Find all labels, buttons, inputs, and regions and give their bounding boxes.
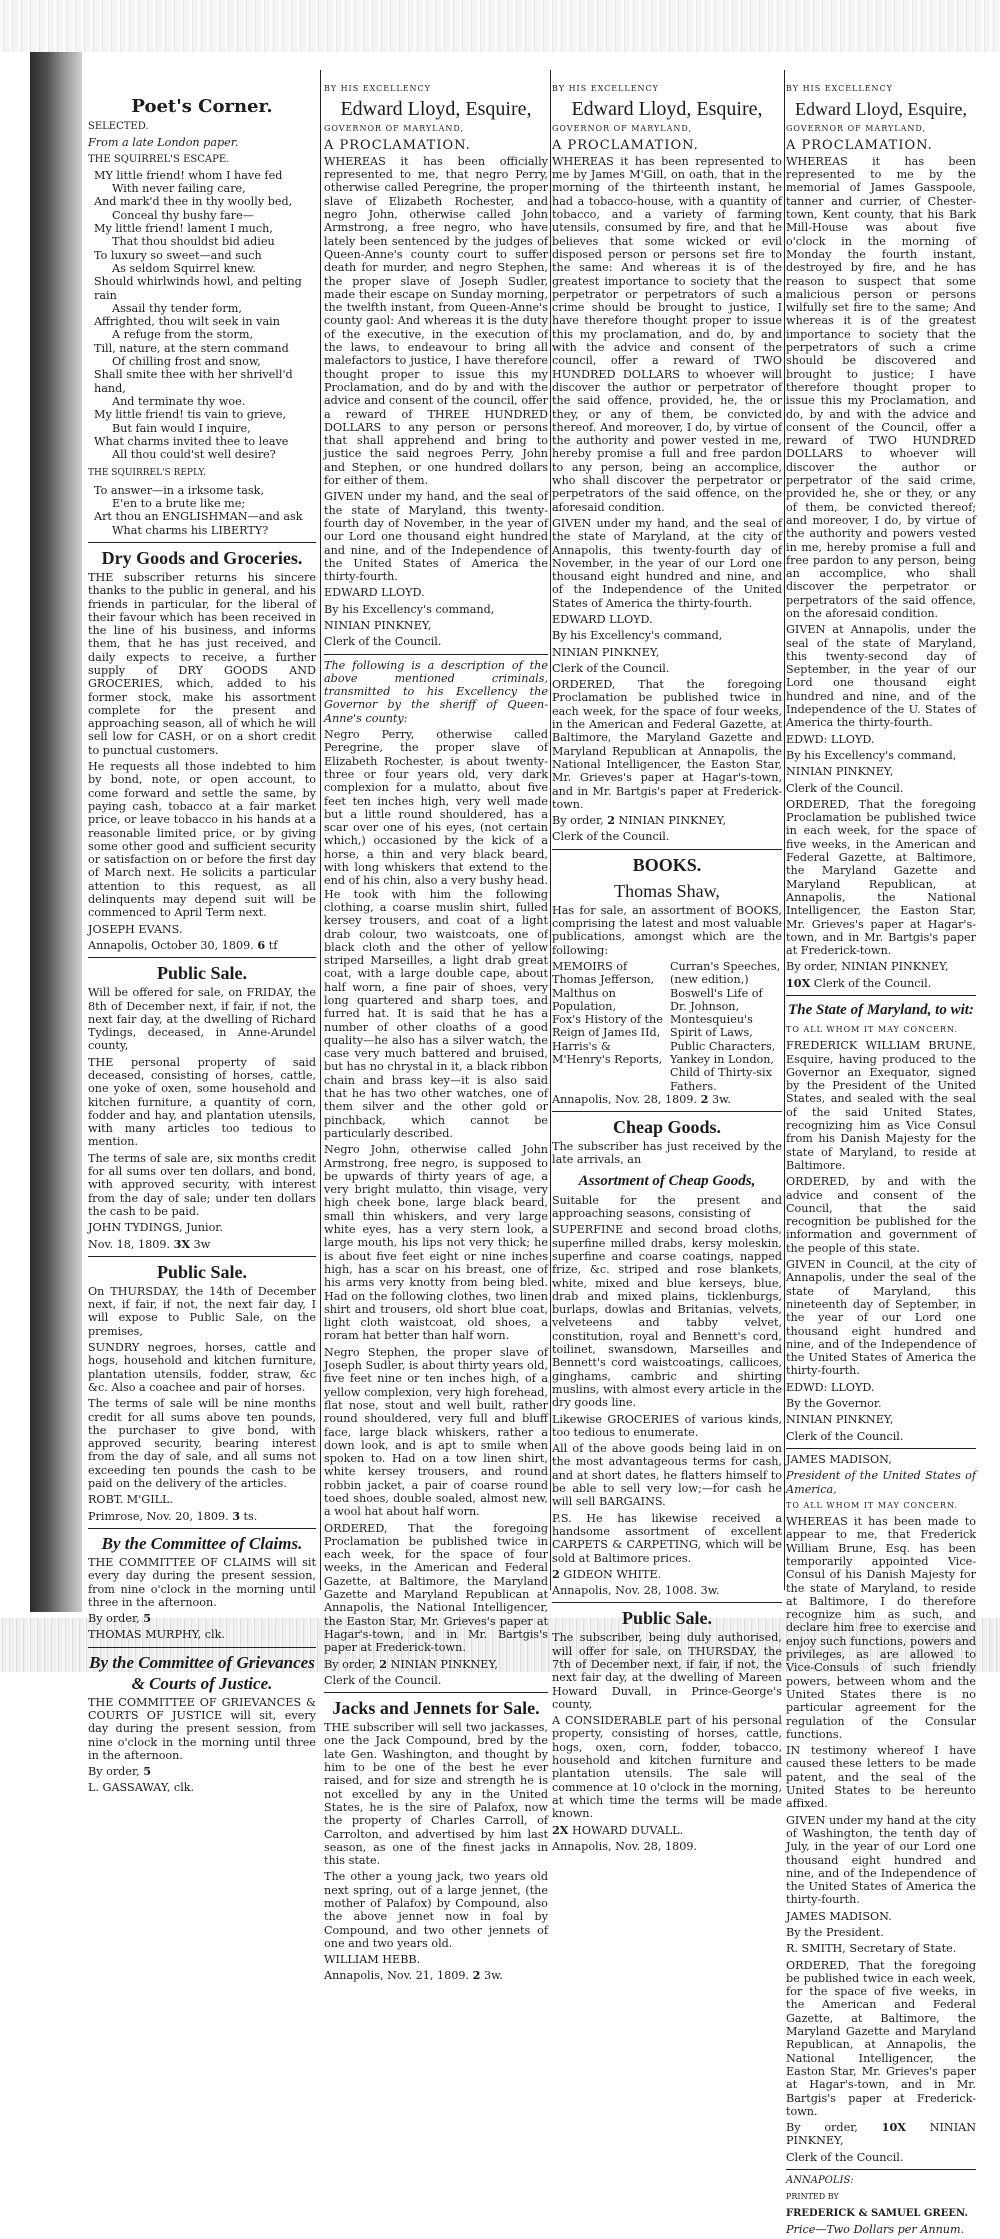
clerk-title: Clerk of the Council. [552, 661, 670, 675]
cheap-goods-subheading: Assortment of Cheap Goods, [578, 1172, 756, 1189]
imprint-printed-by: PRINTED BY [786, 2192, 839, 2202]
book-title: MEMOIRS of Thomas Jefferson, [552, 959, 655, 987]
by-order-label: By order, [552, 814, 604, 828]
command-line: By his Excellency's command, [324, 602, 495, 616]
clerk-name: NINIAN PINKNEY, [786, 765, 894, 779]
dry-goods-text: THE subscriber returns his sincere thanks to the public in general, and his friends in particular, for the liberal of their favour which has been received in the line of his business, and informs them, that he has just received, and daily expects to receive, a further supply of DRY GOODS AND GROCERIES, which, added to his former stock, make his assortment complete for the present and approaching season, all of which he will sell low for CASH, or on a short credit to punctual customers. [88, 570, 316, 757]
state-to-all: TO ALL WHOM IT MAY CONCERN. [786, 1025, 959, 1034]
proclamation-text: WHEREAS it has been officially represented to me, that negro Perry, otherwise called Peregrine, the proper slave of Elizabeth Rochester, and negro John, otherwise called John Armstrong, a free negro, who have lately been sentenced by the judges of Queen-Anne's county court to suffer death for murder, and negro Stephen, the proper slave of Joseph Sudler, made their escape on Sunday morning, the twelfth instant, from Queen-Anne's county gaol: And whereas it is the duty of the executive, in the execution of the laws, to endeavour to bring all malefactors to justice, I have therefore thought proper to issue this my Proclamation, and do by and with the advice and consent of the council, offer a reward of THREE HUNDRED DOLLARS to any person or persons that shall apprehend and bring to justice the said negroes Perry, John and Stephen, or one hundred dollars for either of them. [324, 154, 548, 488]
cheap-goods-signature-line [552, 1568, 782, 1581]
clerk-name: NINIAN PINKNEY, [324, 618, 432, 632]
governor-name: Edward Lloyd, Esquire, [340, 98, 532, 121]
poem-source: From a late London paper. [88, 136, 239, 150]
handwritten-mark: 2 [607, 813, 615, 828]
madison-title: President of the United States of America, [786, 1469, 976, 1496]
cheap-goods-sub: Suitable for the present and approaching seasons, consisting of [552, 1193, 782, 1221]
poem-line: All thou could'st well desire? [112, 448, 276, 462]
description-perry: Negro Perry, otherwise called Peregrine, the proper slave of Elizabeth Rochester, is about twenty-three or four years old, very dark complexion for a mulatto, about five feet ten inches high, very well made but a little round shouldered, has a scar over one of his eyes, (not certain which,) occasioned by the kick of a horse, a thin and very black beard, with long whiskers that extend to the end of his chin, also a very bushy head. He took with him the following clothing, a coarse muslin shirt, fulled kersey trousers, and coat of a light drab colour, two waistcoats, one of black cloth and the other of yellow striped Marseilles, a light drab great coat, with a large double cape, about half worn, a fine pair of shoes, very long quartered and sharp toes, and furred hat. It is said that he has a number of other cloaths of a good quality—he also has a silver watch, the case very much battered and bruised, but has no chrystal in it, a black ribbon chain and brass key—it is also said that he has two other watches, one of them silver and the other gold or pinchback, which cannot be particularly described. [324, 728, 548, 1140]
poem-line: Conceal thy bushy fare— [112, 208, 254, 222]
order-line-2 [786, 2121, 976, 2148]
jacks-date: Annapolis, Nov. 21, 1809. [324, 1969, 470, 1983]
poem-line: Assail thy tender form, [112, 301, 242, 315]
scan-edge-top [0, 0, 1000, 52]
handwritten-mark: 2 [700, 1091, 709, 1106]
poem-line: To answer—in a irksome task, [94, 483, 265, 497]
governor-title: GOVERNOR OF MARYLAND, [324, 124, 465, 134]
divider [324, 1692, 548, 1693]
proclamation-given: GIVEN under my hand, and the seal of the state of Maryland, at the city of Annapolis, this twenty-fourth day of November, in the year of our Lord one thousand eight hundred and nine, and of the Independence of the United States of America the thirty-fourth. [552, 516, 782, 610]
state-text-2: ORDERED, by and with the advice and consent of the Council, that the said recognition be published for the information and government of the people of this state. [786, 1175, 976, 1255]
state-text: FREDERICK WILLIAM BRUNE, Esquire, having produced to the Governor an Exequator, signed by the President of the United States, and sealed with the seal of the said United States, recognizing him as Vice Consul from his Danish Majesty for the state of Maryland, to reside at Baltimore. [786, 1039, 976, 1172]
insertion-code: 3w. [484, 1969, 503, 1983]
grievances-signature: L. GASSAWAY, clk. [88, 1781, 195, 1795]
public-sale-date: Nov. 18, 1809. [88, 1237, 171, 1251]
madison-name: JAMES MADISON, [786, 1452, 892, 1466]
order-line [324, 1658, 548, 1671]
ordered-text: ORDERED, That the foregoing Proclamation be published twice in each week, for the space of four weeks, in the American and Federal Gazette, at Baltimore, the Maryland Gazette and Maryland Republican at Annapolis, the National Intelligencer, the Easton Star, Mr. Grieves's paper at Hagar's-town, and in Mr. Bartgis's paper at Frederick-town. [324, 1521, 548, 1655]
column-rule [550, 70, 551, 1590]
proclamation-text: WHEREAS it has been represented to me by James M'Gill, on oath, that in the morning of the thirteenth instant, he had a tobacco-house, with a quantity of tobacco, and a variety of farming utensils, consumed by fire, and that he believes that some wicked or evil disposed person or persons set fire to the same: And whereas it is of the greatest importance to society that the perpetrator or perpetrators of such a crime should be brought to justice, I have therefore thought proper to issue this my proclamation, and do, by and with the advice and consent of the council, offer a reward of TWO HUNDRED DOLLARS to whoever will discover the author or perpetrator of the said offence, provided, he, the or they, or any of them, be convicted thereof. And moreover, I do, by virtue of the authority and power vested in me, hereby promise a full and free pardon to any person, being an accomplice, who shall discover the perpetrator or perpetrators of the said offence, on the aforesaid condition. [552, 154, 782, 514]
insertion-code: 3w. [700, 1584, 720, 1598]
proclamation-text: WHEREAS it has been represented to me by the memorial of James Gasspoole, tanner and currier, of Chester-town, Kent county, that his Bark Mill-House was about five o'clock in the morning of Monday the fourth instant, destroyed by fire, and he has reason to suspect that some malicious person or persons wilfully set fire to the same; And whereas it is of the greatest importance to society that the perpetrators of such a crime should be discovered and brought to justice; I have therefore thought proper to issue this my Proclamation, and do, by and with the advice and consent of the Council, offer a reward of TWO HUNDRED DOLLARS to whoever will discover the author or perpetrator of the said crime, provided he, she or they, or any of them, be convicted thereof; and moreover, I do, by virtue of the authority and powers vested in me, hereby promise a full and free pardon to any person, being an accomplice, who shall discover the perpetrator or perpetrators of the said offence, on the aforesaid condition. [786, 154, 976, 620]
clerk-title: Clerk of the Council. [786, 2150, 904, 2164]
clerk-title: Clerk of the Council. [786, 1429, 904, 1443]
public-sale-2-heading: Public Sale. [156, 1261, 247, 1282]
secretary-of-state: R. SMITH, Secretary of State. [786, 1942, 957, 1956]
poem-line: My little friend! lament I much, [94, 222, 273, 236]
governor-title: GOVERNOR OF MARYLAND, [786, 124, 927, 134]
grievances-text: THE COMMITTEE OF GRIEVANCES & COURTS OF JUSTICE will sit, every day during the present session, from nine o'clock in the morning until three in the afternoon. [88, 1695, 316, 1762]
divider [88, 1256, 316, 1257]
clerk-title: Clerk of the Council. [813, 976, 932, 990]
by-his-excellency: BY HIS EXCELLENCY [552, 84, 659, 93]
proclamation-heading: A PROCLAMATION. [786, 137, 933, 153]
by-his-excellency: BY HIS EXCELLENCY [324, 84, 431, 93]
clerk-name: NINIAN PINKNEY, [786, 2121, 977, 2148]
state-signature: EDWD: LLOYD. [786, 1380, 875, 1394]
by-order-label: By order, [88, 1765, 140, 1779]
column-rule [784, 70, 785, 1590]
public-sale-signature: JOHN TYDINGS, Junior. [88, 1221, 223, 1235]
book-title: Public Characters, [670, 1039, 776, 1053]
dry-goods-dateline [88, 939, 316, 952]
reply-title: THE SQUIRREL'S REPLY. [88, 468, 207, 479]
column-2 [324, 82, 548, 1986]
madison-signature: JAMES MADISON. [786, 1909, 892, 1923]
book-title: Child of Thirty-six Fathers. [670, 1066, 772, 1093]
selected-label: SELECTED. [88, 121, 149, 132]
clerk-title: Clerk of the Council. [552, 830, 670, 844]
clerk-title: Clerk of the Council. [324, 635, 442, 649]
by-order-label: By order, [88, 1612, 140, 1626]
insertion-code: tf [268, 938, 278, 952]
book-title: Yankey in London, [670, 1053, 775, 1066]
handwritten-mark: 2 [379, 1656, 387, 1671]
description-stephen: Negro Stephen, the proper slave of Joseph Sudler, is about thirty years old, five feet nine or ten inches high, of a yellow complexion, very high forehead, flat nose, stout and well built, rather round shouldered, very full and bluff face, large black whiskers, rather a down look, and is apt to smile when spoken to. Had on a tow linen shirt, white kersey trousers, and round robbin jacket, a pair of coarse round toed shoes, double soaled, almost new, a wool hat about half worn. [324, 1345, 548, 1519]
jacks-signature: WILLIAM HEBB. [324, 1953, 421, 1967]
public-sale-heading: Public Sale. [156, 963, 247, 984]
handwritten-mark: 2X [552, 1822, 569, 1837]
divider [786, 1448, 976, 1449]
cheap-goods-text-2: Likewise GROCERIES of various kinds, too tedious to enumerate. [552, 1412, 782, 1439]
handwritten-mark: 3X [173, 1236, 191, 1251]
poem-line: But fain would I inquire, [112, 421, 251, 435]
public-sale-text: The subscriber, being duly authorised, will offer for sale, on THURSDAY, the 7th of December next, if fair, if not, the next fair day, at the dwelling of Mareen Howard Duvall, in Prince-George's county, [552, 1631, 782, 1711]
poem-line: That thou shouldst bid adieu [112, 235, 275, 249]
imprint-price: Price—Two Dollars per Annum. [786, 2222, 965, 2236]
jacks-text: THE subscriber will sell two jackasses, one the Jack Compound, bred by the late Gen. Washington, and thought by him to be one of the best he ever raised, and for size and strength he is not excelled by any in the United States, he is the sire of Palafox, now the property of Charles Carroll, of Carrolton, and advertised by him last season, as one of the finest jacks in this state. [324, 1721, 548, 1868]
governor-signature: EDWARD LLOYD. [324, 586, 425, 600]
order-line [786, 960, 976, 973]
public-sale-text-3: The terms of sale are, six months credit for all sums over ten dollars, and bond, with approved security, with interest from the day of sale; under ten dollars the cash to be paid. [88, 1151, 316, 1218]
poem-line: What charms invited thee to leave [94, 434, 289, 448]
public-sale-2-signature: ROBT. M'GILL. [88, 1493, 174, 1507]
claims-order [88, 1612, 316, 1625]
by-his-excellency: BY HIS EXCELLENCY [786, 84, 893, 93]
description-intro: The following is a description of the above mentioned criminals, transmitted to his Excellency the Governor by the sheriff of Queen-Anne's county: [324, 658, 548, 725]
jacks-dateline [324, 1969, 548, 1982]
shaw-heading: Thomas Shaw, [614, 880, 720, 901]
poem-line: What charms his LIBERTY? [112, 523, 269, 537]
jacks-text-2: The other a young jack, two years old next spring, out of a large jennet, (the mother of Palafox) by Compound, also the above jennet now in foal by Compound, and two other jennets of one and two years old. [324, 1870, 548, 1950]
divider [88, 957, 316, 958]
insertion-code: 3w. [712, 1092, 731, 1106]
column-rule [320, 70, 321, 1590]
madison-to-all: TO ALL WHOM IT MAY CONCERN. [786, 1500, 959, 1510]
proclamation-heading: A PROCLAMATION. [552, 137, 699, 153]
dry-goods-signature: JOSEPH EVANS. [88, 922, 183, 936]
books-dateline [552, 1093, 782, 1106]
poem-line: As seldom Squirrel knew. [112, 261, 256, 275]
clerk-name: NINIAN PINKNEY, [786, 1413, 894, 1427]
imprint-place: ANNAPOLIS: [786, 2175, 854, 2187]
claims-signature: THOMAS MURPHY, clk. [88, 1628, 225, 1642]
ordered-text: ORDERED, That the foregoing Proclamation be published twice in each week, for the space of five weeks, in the American and Federal Gazette, at Baltimore, the Maryland Gazette and Maryland Republican, at Annapolis, the National Intelligencer, the Easton Star, Mr. Grieves's paper at Hagar's-town, and in Mr. Bartgis's paper at Frederick-town. [786, 797, 976, 958]
books-heading: BOOKS. [632, 854, 702, 875]
handwritten-mark: 10X [786, 975, 811, 990]
grievances-order [88, 1765, 316, 1778]
governor-signature: EDWD: LLOYD. [786, 732, 875, 746]
book-title: Fox's History of the Reign of James IId, [552, 1013, 663, 1040]
poem-line: To luxury so sweet—and such [94, 248, 262, 262]
jacks-heading: Jacks and Jennets for Sale. [332, 1698, 540, 1719]
books-list-left [552, 960, 664, 1093]
public-sale-text: Will be offered for sale, on FRIDAY, the 8th of December next, if fair, if not, the next fair day, at the dwelling of Richard Tydings, deceased, in Anne-Arundel county, [88, 986, 316, 1053]
poem [88, 169, 316, 462]
poem-line: With never failing care, [112, 182, 246, 196]
madison-text-3: GIVEN under my hand at the city of Washington, the tenth day of July, in the year of our Lord one thousand eight hundred and nine, and of the Independence of the United States of America the thirty-fourth. [786, 1813, 976, 1907]
book-title: Harris's & M'Henry's Reports, [552, 1039, 663, 1066]
state-text-3: GIVEN in Council, at the city of Annapolis, under the seal of the state of Maryland, this nineteenth day of September, in the year of our Lord one thousand eight hundred and nine, and of the Independence of the United States of America the thirty-fourth. [786, 1258, 976, 1378]
reply-poem [88, 484, 316, 537]
divider [786, 995, 976, 996]
proclamation-given: GIVEN under my hand, and the seal of the state of Maryland, this twenty-fourth day of November, in the year of our Lord one thousand eight hundred and nine, and of the Independence of the United States of America the thirty-fourth. [324, 490, 548, 584]
cheap-goods-text-3: All of the above goods being laid in on the most advantageous terms for cash, and at short dates, he flatters himself to be able to sell very low;—for cash he will sell BARGAINS. [552, 1442, 782, 1509]
handwritten-mark: 10X [881, 2120, 906, 2135]
public-sale-2-text-2: SUNDRY negroes, horses, cattle and hogs, household and kitchen furniture, plantation utensils, fodder, straw, &c &c. Also a coachee and pair of horses. [88, 1341, 316, 1394]
column-4 [786, 82, 976, 2239]
cheap-goods-heading: Cheap Goods. [612, 1117, 722, 1138]
ordered-text-2: ORDERED, That the foregoing be published twice in each week, for the space of five weeks, in the American and Federal Gazette, at Baltimore, the Maryland Gazette and Maryland Republican, at Annapolis, the National Intelligencer, the Easton Star, Mr. Grieves's paper at Hagar's-town, and in Mr. Bartgis's paper at Frederick-town. [786, 1958, 976, 2118]
public-sale-date: Annapolis, Nov. 28, 1809. [552, 1839, 698, 1853]
poem-line: Till, nature, at the stern command [94, 341, 289, 355]
books-intro: Has for sale, an assortment of BOOKS, comprising the latest and most valuable publications, amongst which are the following: [552, 903, 782, 957]
public-sale-text-2: THE personal property of said deceased, consisting of horses, cattle, one yoke of oxen, some household and kitchen furniture, a quantity of corn, fodder and hay, and plantation utensils, with many articles too tedious to mention. [88, 1055, 316, 1149]
public-sale-2-date: Primrose, Nov. 20, 1809. [88, 1509, 229, 1523]
handwritten-mark: 2 [472, 1968, 481, 1983]
handwritten-mark: 5 [143, 1764, 151, 1779]
dry-goods-text-2: He requests all those indebted to him by bond, note, or open account, to come forward and settle the same, by paying cash, tobacco at a fair market price, or leave tobacco in his hands at a reasonable limited price, or by giving some other good and sufficient security or satisfaction on or before the first day of March next. He solicits a particular attention to this request, as all delinquents may depend suit will be commenced to April Term next. [88, 760, 316, 920]
public-sale-2-text: On THURSDAY, the 14th of December next, if fair, if not, the next fair day, I will expose to Public Sale, on the premises, [88, 1284, 316, 1338]
handwritten-mark: 6 [257, 937, 266, 952]
madison-text-2: IN testimony whereof I have caused these letters to be made patent, and the seal of the United States to be hereunto affixed. [786, 1744, 976, 1811]
by-order-label: By order, [786, 960, 838, 974]
cheap-goods-text-4: P.S. He has likewise received a handsome assortment of excellent CARPETS & CARPETING, which will be sold at Baltimore prices. [552, 1511, 782, 1565]
poem-line: And mark'd thee in thy woolly bed, [94, 195, 293, 209]
by-order-label: By order, [324, 1657, 376, 1671]
divider [88, 1528, 316, 1529]
insertion-code: ts. [243, 1509, 258, 1523]
cheap-goods-dateline [552, 1584, 782, 1597]
poem-line: And terminate thy woe. [112, 394, 246, 408]
imprint-printers: FREDERICK & SAMUEL GREEN. [786, 2207, 968, 2219]
divider [552, 849, 782, 850]
cheap-goods-date: Annapolis, Nov. 28, 1008. [552, 1584, 698, 1598]
public-sale-signature-line [552, 1824, 782, 1837]
governor-signature: EDWARD LLOYD. [552, 612, 653, 626]
handwritten-mark: 5 [143, 1611, 151, 1626]
cheap-goods-text: SUPERFINE and second broad cloths, superfine milled drabs, kersy moleskin, superfine and coarse coatings, napped frize, &c. striped and rose blankets, white, mixed and blue kerseys, blue, drab and mixed plains, ticklenburgs, burlaps, dowlas and Britanias, velvets, velveteens and tabby velvet, constitution, royal and Bennett's cord, toilinet, swansdown, Marseilles and Bennett's cord waistcoatings, callicoes, ginghams, cambric and shirting muslins, with almost every article in the dry goods line. [552, 1223, 782, 1410]
governor-name: Edward Lloyd, Esquire, [795, 99, 967, 120]
books-date: Annapolis, Nov. 28, 1809. [552, 1092, 698, 1106]
ordered-text: ORDERED, That the foregoing Proclamation be published twice in each week, for the space of four weeks, in the American and Federal Gazette, at Baltimore, the Maryland Gazette and Maryland Republican at Annapolis, the National Intelligencer, the Easton Star, Mr. Grieves's paper at Hagar's-town, and in Mr. Bartgis's paper at Frederick-town. [552, 678, 782, 811]
handwritten-mark: 3 [232, 1508, 240, 1523]
poem-line: Of chilling frost and snow, [112, 355, 261, 369]
public-sale-signature: HOWARD DUVALL. [572, 1823, 684, 1837]
divider [552, 1602, 782, 1603]
poem-line: MY little friend! whom I have fed [94, 168, 283, 182]
column-3 [552, 82, 782, 1856]
grievances-heading: By the Committee of Grievances & Courts of Justice. [89, 1652, 315, 1693]
poem-line: My little friend! tis vain to grieve, [94, 408, 287, 422]
order-clerk-line [786, 977, 976, 990]
book-title: Malthus on Population, [552, 986, 616, 1013]
poem-line: Affrighted, thou wilt seek in vain [94, 315, 280, 329]
cheap-goods-intro: The subscriber has just received by the late arrivals, an [552, 1140, 782, 1167]
clerk-title: Clerk of the Council. [324, 1673, 442, 1687]
poem-line: A refuge from the storm, [112, 328, 254, 342]
command-line: By his Excellency's command, [786, 748, 957, 762]
state-heading: The State of Maryland, to wit: [788, 1002, 974, 1018]
madison-by-president: By the President. [786, 1926, 884, 1939]
cheap-goods-signature: GIDEON WHITE. [563, 1567, 662, 1581]
column-1 [88, 82, 316, 1798]
public-sale-text-2: A CONSIDERABLE part of his personal property, consisting of horses, cattle, hogs, oxen, corn, fodder, tobacco, household and kitchen furniture and plantation utensils. The sale will commence at 10 o'clock in the morning, at which time the terms will be made known. [552, 1714, 782, 1821]
divider [552, 1111, 782, 1112]
clerk-title: Clerk of the Council. [786, 781, 904, 795]
governor-title: GOVERNOR OF MARYLAND, [552, 124, 693, 134]
by-order-label: By order, [786, 2121, 858, 2135]
book-title: Boswell's Life of Dr. Johnson, [670, 986, 763, 1013]
insertion-code: 3w [193, 1237, 211, 1251]
book-title: Montesquieu's Spirit of Laws, [670, 1013, 753, 1040]
poem-title: THE SQUIRREL'S ESCAPE. [88, 153, 230, 165]
public-sale-dateline [88, 1238, 316, 1251]
madison-text: WHEREAS it has been made to appear to me, that Frederick William Brune, Esq. has been temporarily appointed Vice-Consul of his Danish Majesty for the state of Maryland, to reside at Baltimore, I do therefore recognize him as such, and declare him free to exercise and enjoy such functions, powers and privileges, as are allowed to Vice-Consuls of such friendly powers, between whom and the United States there is no particular agreement for the regulation of the Consular functions. [786, 1515, 976, 1741]
command-line: By his Excellency's command, [552, 629, 723, 643]
dry-goods-date: Annapolis, October 30, 1809. [88, 938, 254, 952]
claims-text: THE COMMITTEE OF CLAIMS will sit every day during the present session, from nine o'clock in the morning until three in the afternoon. [88, 1555, 316, 1609]
governor-name: Edward Lloyd, Esquire, [571, 98, 763, 121]
binding-shadow [30, 52, 82, 1612]
poets-corner-heading: Poet's Corner. [131, 96, 273, 117]
poem-line: Shall smite thee with her shrivell'd hand, [94, 368, 293, 395]
poem-line: E'en to a brute like me; [112, 497, 246, 511]
public-sale-2-text-3: The terms of sale will be nine months credit for all sums above ten pounds, the purchaser to give bond, with approved security, bearing interest from the day of sale, and all sums not exceeding ten pounds the cash to be paid on the delivery of the articles. [88, 1397, 316, 1491]
poem-line: Art thou an ENGLISHMAN—and ask [94, 510, 303, 524]
clerk-name: NINIAN PINKNEY, [552, 645, 660, 659]
divider [88, 1647, 316, 1648]
claims-heading: By the Committee of Claims. [101, 1533, 303, 1553]
poem-line: Should whirlwinds howl, and pelting rain [94, 275, 302, 302]
public-sale-heading: Public Sale. [621, 1608, 712, 1629]
divider [786, 2169, 976, 2170]
clerk-name: NINIAN PINKNEY, [841, 960, 949, 974]
clerk-name: NINIAN PINKNEY, [618, 814, 726, 828]
book-title: Curran's Speeches, (new edition,) [670, 959, 781, 987]
divider [88, 542, 316, 543]
divider [324, 654, 548, 655]
proclamation-heading: A PROCLAMATION. [324, 137, 471, 153]
proclamation-given: GIVEN at Annapolis, under the seal of the state of Maryland, this twenty-second day of September, in the year of our Lord one thousand eight hundred and nine, and of the Independence of the U. States of America the thirty-fourth. [786, 623, 976, 730]
description-john: Negro John, otherwise called John Armstrong, free negro, is supposed to be upwards of thirty years of age, a very bright mulatto, thin visage, very high cheek bone, large black beard, small thin whiskers, and very large white eyes, has a very stern look, a large mouth, his lips not very thick; he is about five feet eight or nine inches high, has a scar on his breast, one of his arms very knotty from being bled. Had on the following clothes, two linen shirt and trousers, old short blue coat, light cloth waistcoat, old shoes, a roram hat better than half worn. [324, 1143, 548, 1343]
state-by-governor: By the Governor. [786, 1397, 882, 1411]
public-sale-2-dateline [88, 1510, 316, 1523]
order-line [552, 814, 782, 827]
dry-goods-heading: Dry Goods and Groceries. [101, 547, 303, 568]
clerk-name: NINIAN PINKNEY, [390, 1657, 498, 1671]
books-list [552, 960, 782, 1093]
books-list-right [670, 960, 782, 1093]
handwritten-mark: 2 [552, 1566, 560, 1581]
